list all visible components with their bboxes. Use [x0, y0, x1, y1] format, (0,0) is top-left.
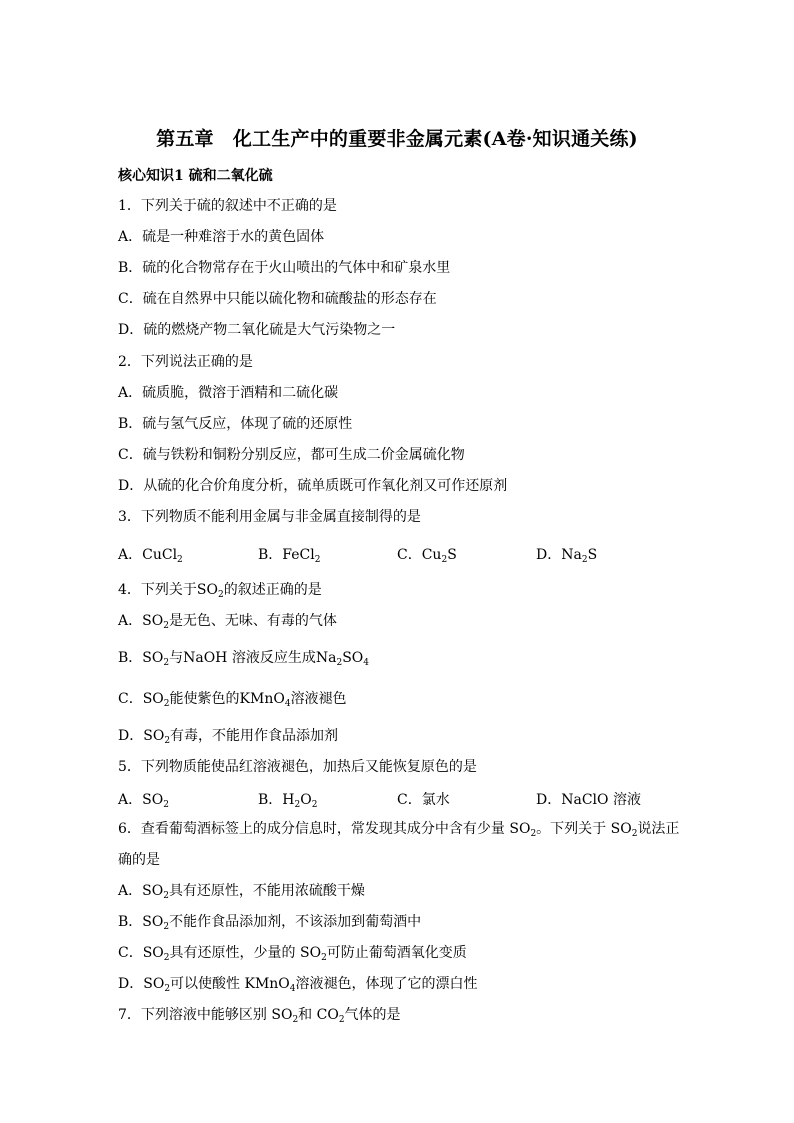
question-5-option-c: C．氯水 — [397, 792, 450, 808]
question-3-options — [118, 544, 678, 565]
question-2-option-c: C．硫与铁粉和铜粉分别反应，都可生成二价金属硫化物 — [118, 447, 465, 463]
question-6-option-b: B．$SO_2$不能作食品添加剂，不该添加到葡萄酒中 — [118, 914, 422, 932]
question-6-option-c: C．$SO_2$具有还原性，少量的 $SO_2$可防止葡萄酒氧化变质 — [118, 945, 467, 963]
question-5-option-a: A．$SO_2$ — [118, 792, 169, 810]
question-3-stem: 3．下列物质不能利用金属与非金属直接制得的是 — [118, 509, 421, 525]
question-6-stem-line-1: 6．查看葡萄酒标签上的成分信息时，常发现其成分中含有少量 $SO_2$。下列关于 $SO_2$说法正 — [118, 821, 680, 839]
question-2-stem: 2．下列说法正确的是 — [118, 354, 253, 370]
question-2-option-d: D．从硫的化合价角度分析，硫单质既可作氧化剂又可作还原剂 — [118, 478, 508, 494]
question-5-stem: 5．下列物质能使品红溶液褪色，加热后又能恢复原色的是 — [118, 759, 477, 775]
question-1-option-a: A．硫是一种难溶于水的黄色固体 — [118, 229, 325, 245]
question-6-stem-line-2: 确的是 — [118, 852, 160, 868]
question-1-option-c: C．硫在自然界中只能以硫化物和硫酸盐的形态存在 — [118, 291, 437, 307]
question-4-option-d: D．$SO_2$有毒，不能用作食品添加剂 — [118, 728, 339, 746]
question-3-option-d: D．$Na_2S$ — [536, 547, 598, 565]
question-1-option-b: B．硫的化合物常存在于火山喷出的气体中和矿泉水里 — [118, 260, 451, 276]
question-2-option-b: B．硫与氢气反应，体现了硫的还原性 — [118, 416, 353, 432]
question-2-option-a: A．硫质脆，微溶于酒精和二硫化碳 — [118, 385, 339, 401]
question-3-option-b: B．FeCl$_2$ — [258, 547, 321, 565]
question-7-stem: 7．下列溶液中能够区别 $SO_2$和 $CO_2$气体的是 — [118, 1007, 401, 1025]
question-1-stem: 1．下列关于硫的叙述中不正确的是 — [118, 198, 337, 214]
question-6-option-a: A．$SO_2$具有还原性，不能用浓硫酸干燥 — [118, 883, 365, 901]
question-4-option-a: A．$SO_2$是无色、无味、有毒的气体 — [118, 613, 337, 631]
question-5-option-b: B．$H_2O_2$ — [258, 792, 318, 810]
question-3-option-c: C．$Cu_2S$ — [397, 547, 457, 565]
question-4-option-c: C．$SO_2$能使紫色的KMnO$_4$溶液褪色 — [118, 691, 347, 709]
question-5-option-d: D．NaClO 溶液 — [536, 792, 641, 808]
section-heading: 核心知识1 硫和二氧化硫 — [118, 168, 273, 184]
page-title: 第五章 化工生产中的重要非金属元素(A卷·知识通关练) — [156, 128, 638, 150]
question-4-stem: 4．下列关于$SO_2$的叙述正确的是 — [118, 582, 322, 600]
question-4-option-b: B．$SO_2$与NaOH 溶液反应生成$Na_2SO_4$ — [118, 650, 369, 668]
question-5-options — [118, 789, 678, 810]
question-1-option-d: D．硫的燃烧产物二氧化硫是大气污染物之一 — [118, 322, 396, 338]
question-3-option-a: A．CuCl$_2$ — [118, 547, 183, 565]
question-6-option-d: D．$SO_2$可以使酸性 KMnO$_4$溶液褪色，体现了它的漂白性 — [118, 976, 478, 994]
